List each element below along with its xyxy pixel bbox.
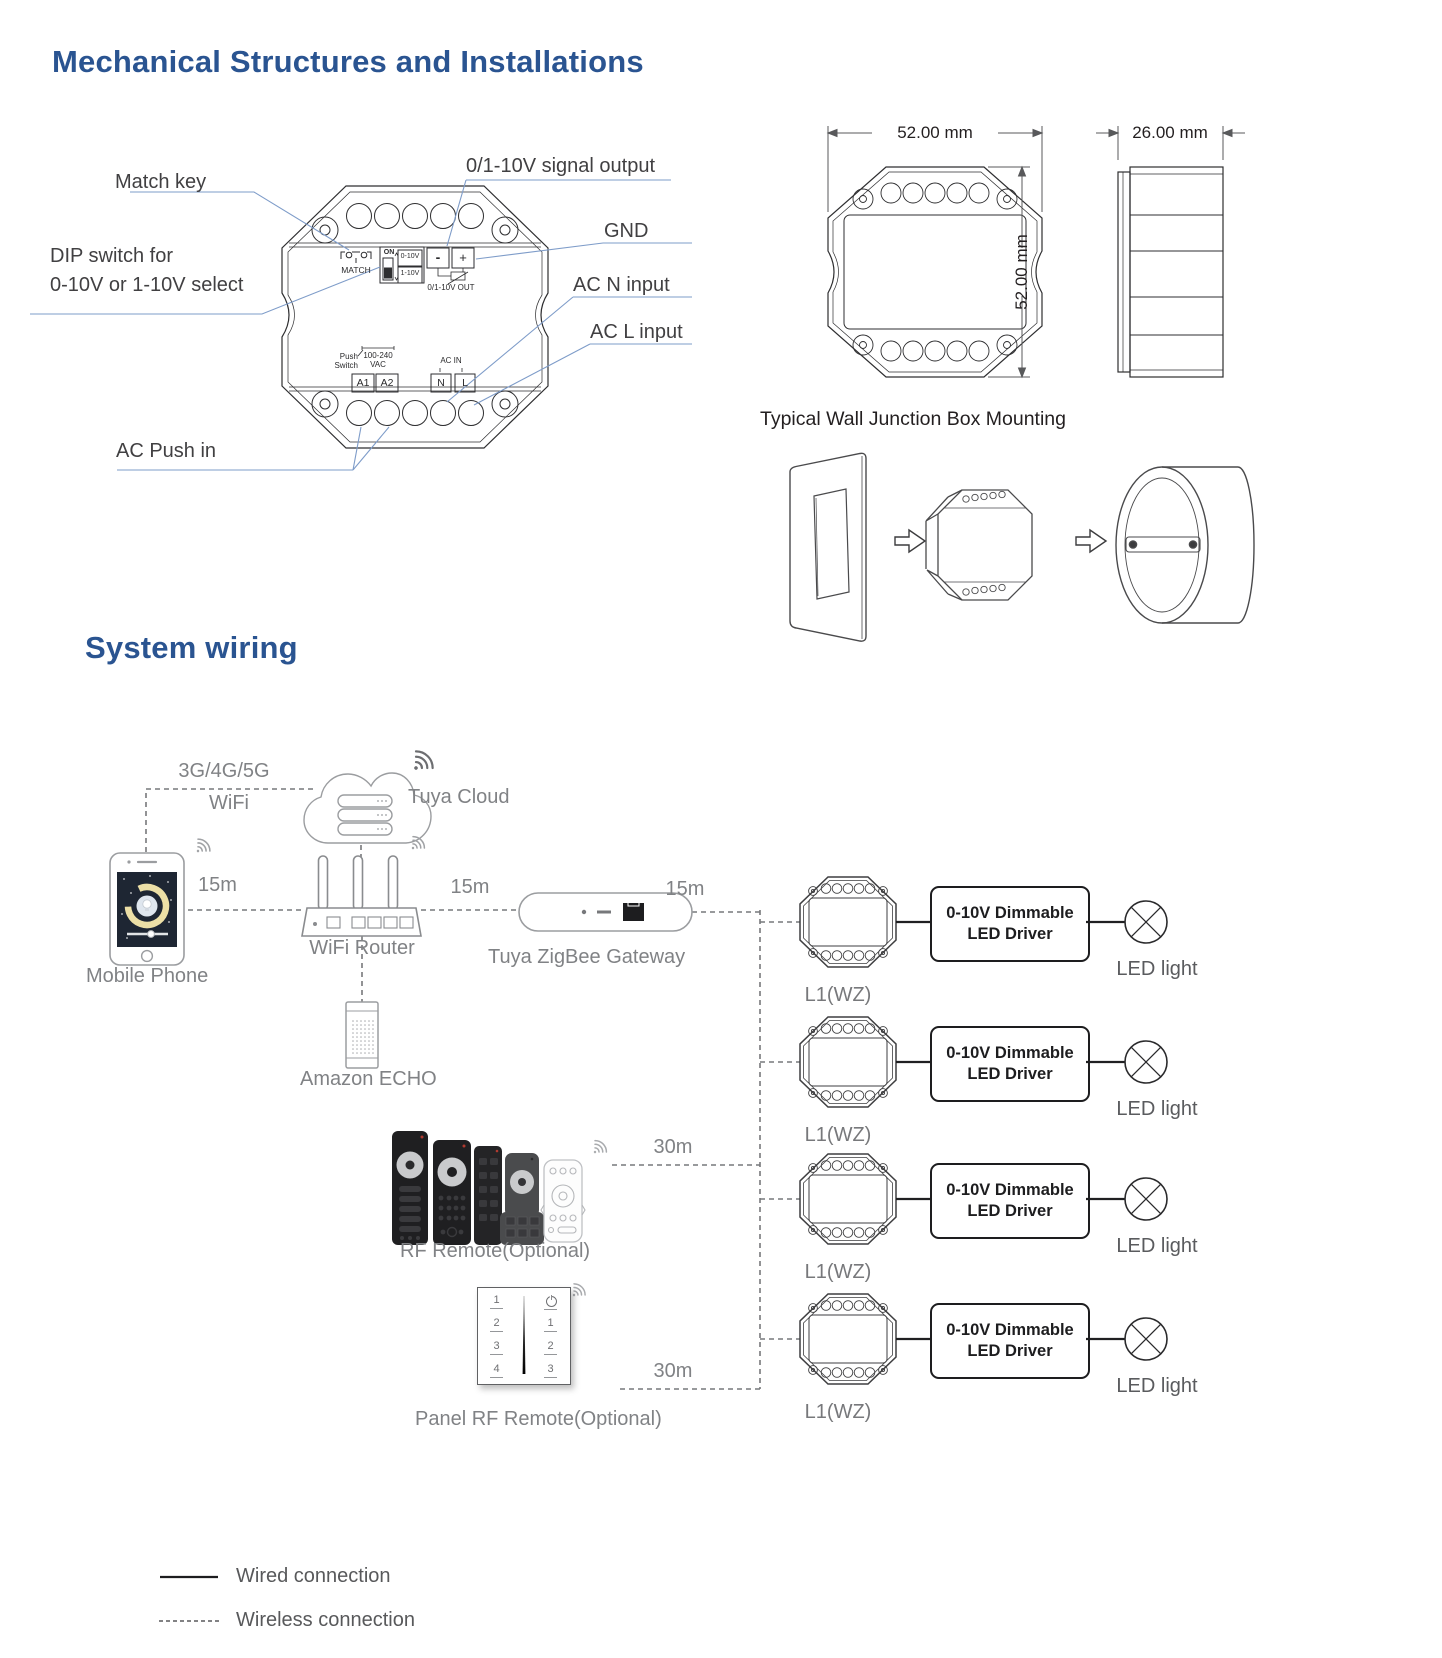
distance-gateway-device: 15m xyxy=(665,878,705,900)
out-label: 0/1-10V OUT xyxy=(427,283,475,292)
distance-panel-device: 30m xyxy=(653,1360,693,1382)
l1-device-label: L1(WZ) xyxy=(804,1124,872,1146)
dip-on-label: ON xyxy=(383,249,395,256)
panel-remote-label: Panel RF Remote(Optional) xyxy=(415,1408,662,1430)
wifi-signal-icon xyxy=(588,1138,608,1158)
n-terminal-label: N xyxy=(437,377,445,389)
minus-terminal-label: - xyxy=(435,249,441,265)
panel-key-r1: 1 xyxy=(544,1317,557,1332)
tuya-cloud-label: Tuya Cloud xyxy=(408,786,510,808)
dimension-width-label: 52.00 mm xyxy=(897,123,973,142)
arrow-icon xyxy=(895,530,925,552)
amazon-echo-icon xyxy=(346,1002,378,1068)
callout-dip-line2: 0-10V or 1-10V select xyxy=(50,274,244,296)
callout-ac-push: AC Push in xyxy=(116,440,217,462)
wall-plate xyxy=(790,453,866,641)
callout-match-key: Match key xyxy=(115,171,207,193)
callout-ac-l: AC L input xyxy=(590,321,683,343)
plus-terminal-label: + xyxy=(459,250,467,265)
driver-line1: 0-10V Dimmable xyxy=(946,1180,1074,1199)
controller-3d xyxy=(926,490,1032,600)
dimension-side-view xyxy=(1118,167,1223,377)
dip-0-10v-label: 0-10V xyxy=(400,253,420,260)
led-light-label: LED light xyxy=(1116,1098,1198,1120)
mobile-phone-icon xyxy=(110,853,184,965)
section-title-mechanical: Mechanical Structures and Installations xyxy=(52,44,644,79)
led-light-label: LED light xyxy=(1116,958,1198,980)
mobile-phone-label: Mobile Phone xyxy=(86,965,209,987)
driver-line1: 0-10V Dimmable xyxy=(946,1320,1074,1339)
vac-label: VAC xyxy=(370,360,386,369)
junction-box xyxy=(1116,467,1254,623)
wifi-signal-icon xyxy=(406,748,436,778)
callout-ac-n: AC N input xyxy=(573,274,670,296)
push-label: Push xyxy=(339,352,358,361)
panel-key-r3: 3 xyxy=(544,1363,557,1378)
rf-remote-icons xyxy=(392,1131,585,1245)
amazon-echo-label: Amazon ECHO xyxy=(300,1068,437,1090)
driver-line1: 0-10V Dimmable xyxy=(946,903,1074,922)
panel-power-key xyxy=(544,1294,557,1310)
led-driver-box xyxy=(930,1026,1090,1102)
dimension-depth-label: 26.00 mm xyxy=(1132,123,1208,142)
dimension-lines xyxy=(828,126,1245,377)
legend-wireless-label: Wireless connection xyxy=(236,1609,415,1631)
zigbee-gateway-label: Tuya ZigBee Gateway xyxy=(488,946,686,968)
dim-slider xyxy=(522,1296,526,1374)
panel-key-1: 1 xyxy=(490,1294,503,1309)
distance-phone-router: 15m xyxy=(198,874,237,896)
ac-in-label: AC IN xyxy=(440,356,462,365)
callout-gnd: GND xyxy=(604,220,649,242)
callout-signal-output: 0/1-10V signal output xyxy=(466,155,656,177)
wifi-label: WiFi xyxy=(209,792,249,814)
l-terminal-label: L xyxy=(462,377,468,389)
panel-key-4: 4 xyxy=(490,1363,503,1378)
wifi-router-icon xyxy=(302,856,421,936)
driver-line1: 0-10V Dimmable xyxy=(946,1043,1074,1062)
led-driver-box xyxy=(930,1303,1090,1379)
dimension-height-label: 52.00 mm xyxy=(1012,234,1031,310)
led-driver-box xyxy=(930,1163,1090,1239)
mounting-title: Typical Wall Junction Box Mounting xyxy=(760,408,1067,430)
led-light-label: LED light xyxy=(1116,1235,1198,1257)
l1-device-label: L1(WZ) xyxy=(804,1261,872,1283)
wifi-signal-icon xyxy=(191,837,212,858)
l1-device-label: L1(WZ) xyxy=(804,984,872,1006)
match-key-symbol xyxy=(341,252,371,263)
panel-key-r2: 2 xyxy=(544,1340,557,1355)
switch-label: Switch xyxy=(334,361,358,370)
callout-dip-line1: DIP switch for xyxy=(50,245,173,267)
led-light-label: LED light xyxy=(1116,1375,1198,1397)
dip-1-10v-label: 1-10V xyxy=(400,270,420,277)
legend-lines xyxy=(159,1577,219,1621)
panel-key-2: 2 xyxy=(490,1317,503,1332)
wired-connections xyxy=(896,922,1125,1339)
power-icon xyxy=(546,1296,557,1307)
driver-line2: LED Driver xyxy=(967,1202,1053,1220)
arrow-icon xyxy=(1076,530,1106,552)
controller-front-view xyxy=(282,186,548,448)
match-label: MATCH xyxy=(341,265,371,275)
driver-line2: LED Driver xyxy=(967,1342,1053,1360)
rf-remote-label: RF Remote(Optional) xyxy=(400,1240,591,1262)
section-title-wiring: System wiring xyxy=(85,630,298,665)
dimension-front-view xyxy=(828,167,1042,377)
driver-line2: LED Driver xyxy=(967,925,1053,943)
a2-terminal-label: A2 xyxy=(380,377,394,389)
l1-device-label: L1(WZ) xyxy=(804,1401,872,1423)
cellular-label: 3G/4G/5G xyxy=(178,760,270,782)
led-driver-box xyxy=(930,886,1090,962)
panel-key-3: 3 xyxy=(490,1340,503,1355)
driver-line2: LED Driver xyxy=(967,1065,1053,1083)
a1-terminal-label: A1 xyxy=(356,377,370,389)
vac-range-label: 100-240 xyxy=(363,351,393,360)
distance-rf-device: 30m xyxy=(653,1136,693,1158)
wifi-router-label: WiFi Router xyxy=(309,937,415,959)
panel-rf-remote xyxy=(477,1287,571,1385)
distance-router-gateway: 15m xyxy=(450,876,490,898)
legend-wired-label: Wired connection xyxy=(236,1565,391,1587)
